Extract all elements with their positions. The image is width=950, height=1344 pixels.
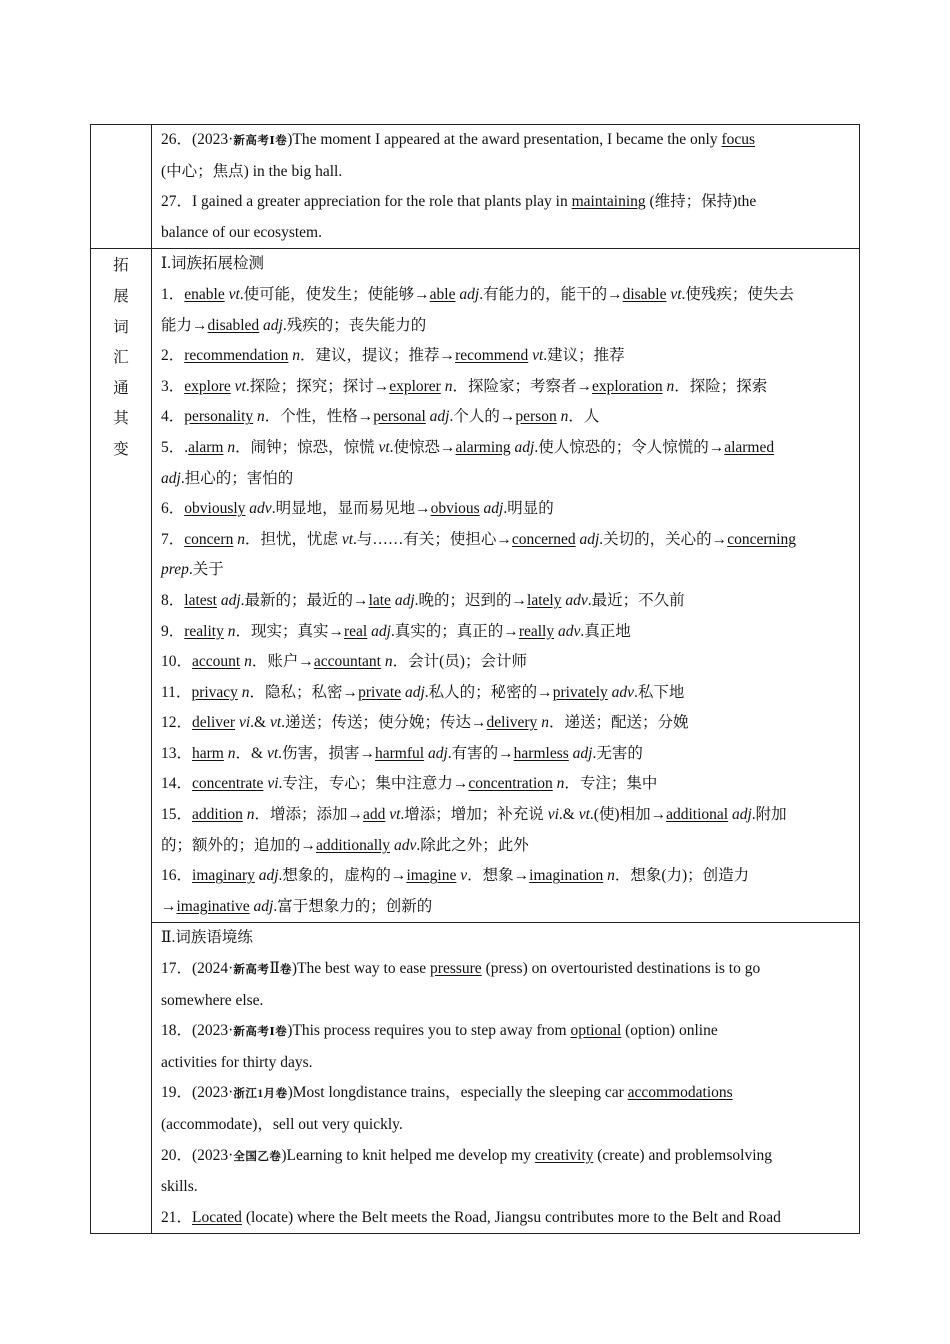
part-of-speech: n: [541, 714, 549, 732]
text-segment: 15．: [161, 806, 193, 824]
label-char: 变: [113, 440, 129, 458]
line-group: [161, 125, 851, 248]
text-segment: ．隐私；私密→: [249, 683, 359, 701]
text-segment: ．会计(员)；会计师: [392, 653, 527, 671]
answer-word: accountant: [313, 653, 381, 671]
text-segment: .&: [558, 806, 579, 824]
source-tag: 浙江1月卷: [233, 1088, 288, 1101]
text-line: [161, 892, 851, 923]
text-segment: (press) on overtouristed destinations is to go: [481, 960, 761, 978]
answer-word: alarm: [188, 438, 224, 456]
text-segment: 7．: [161, 530, 185, 548]
text-segment: 4．: [161, 408, 185, 426]
source-tag: 全国乙卷: [233, 1150, 282, 1163]
text-line: [161, 1078, 851, 1110]
answer-word: person: [515, 408, 557, 426]
text-segment: .想象的，虚构的→: [278, 867, 407, 885]
text-segment: .与……有关；使担心→: [353, 530, 512, 548]
text-segment: .最近；不久前: [587, 591, 685, 609]
part-of-speech: n: [444, 377, 453, 395]
part-of-speech: adj: [263, 316, 283, 334]
text-segment: .增添；增加；补充说: [400, 806, 548, 824]
text-segment: ．探险家；考察者→: [452, 377, 592, 395]
label-char: 其: [113, 410, 129, 428]
text-segment: 13．: [161, 744, 193, 762]
text-segment: ．闹钟；惊恐，惊慌: [235, 438, 379, 456]
text-segment: .残疾的；丧失能力的: [282, 316, 427, 334]
answer-word: disable: [622, 285, 667, 303]
text-segment: ．专注；集中: [564, 775, 658, 793]
answer-word: obviously: [184, 500, 246, 518]
row-label-vocab-expansion: [91, 249, 152, 1234]
row-label-empty: [91, 125, 152, 249]
answer-word: imaginative: [176, 897, 250, 915]
text-segment: 的；额外的；追加的→: [161, 836, 317, 854]
part-of-speech: vt: [228, 285, 240, 303]
text-segment: )Most longdistance trains，especially the sleeping car: [287, 1084, 628, 1102]
answer-word: maintaining: [571, 193, 646, 211]
part-of-speech: n: [292, 347, 301, 365]
part-of-speech: vi: [547, 806, 559, 824]
answer-word: account: [192, 653, 241, 671]
answer-word: alarmed: [724, 438, 775, 456]
part-of-speech: n: [246, 806, 255, 824]
answer-word: additionally: [316, 836, 391, 854]
text-segment: ．现实；真实→: [235, 622, 344, 640]
source-tag: 新高考Ⅰ卷: [233, 135, 288, 147]
text-line: [161, 433, 851, 464]
text-segment: somewhere else.: [161, 991, 264, 1009]
text-segment: ．个性，性格→: [264, 408, 374, 426]
text-segment: ．&: [235, 744, 267, 762]
answer-word: harmful: [375, 744, 425, 762]
answer-word: concern: [184, 530, 234, 548]
text-segment: .关于: [188, 561, 224, 579]
text-line: [161, 1141, 851, 1173]
text-segment: .专注，专心；集中注意力→: [278, 775, 469, 793]
answer-word: alarming: [455, 438, 511, 456]
text-segment: 16．: [161, 867, 193, 885]
answer-word: concentrate: [192, 775, 264, 793]
text-segment: )The moment I appeared at the award presentation, I became the only: [287, 131, 722, 148]
text-segment: ．担忧，忧虑: [244, 530, 342, 548]
answer-word: focus: [721, 131, 756, 148]
source-tag: 新高考Ⅰ卷: [233, 1026, 288, 1039]
answer-word: lately: [527, 591, 562, 609]
part-of-speech: n: [257, 408, 265, 426]
section-word-family-check: [152, 249, 860, 923]
part-of-speech: adj: [459, 285, 480, 303]
text-line: [161, 708, 851, 739]
text-line: [161, 1048, 851, 1079]
answer-word: harmless: [513, 744, 569, 762]
line-group: [161, 249, 851, 922]
text-segment: .探险；探究；探讨→: [245, 377, 390, 395]
source-tag: 卷: [279, 964, 292, 977]
answer-word: disabled: [207, 316, 260, 334]
section-word-family-context: [152, 923, 860, 1234]
text-segment: ．建议，提议；推荐→: [300, 347, 456, 365]
text-segment: .伤害，损害→: [278, 744, 376, 762]
part-of-speech: v: [460, 867, 468, 885]
answer-word: concentration: [468, 775, 553, 793]
text-segment: )This process requires you to step away from: [287, 1022, 571, 1040]
text-line: [161, 678, 851, 709]
text-line: [161, 769, 851, 800]
part-of-speech: n: [241, 683, 250, 701]
part-of-speech: adj: [220, 591, 241, 609]
part-of-speech: vt: [389, 806, 401, 824]
text-segment: .富于想象力的；创新的: [273, 897, 433, 915]
answer-word: imagination: [529, 867, 604, 885]
text-segment: .无害的: [592, 744, 643, 762]
text-segment: ．人: [568, 408, 600, 426]
part-of-speech: adv: [393, 836, 417, 854]
text-segment: 6．: [161, 500, 185, 518]
answer-word: additional: [666, 806, 729, 824]
answer-word: able: [429, 285, 456, 303]
source-tag: 新高考: [233, 964, 270, 977]
text-segment: .使残疾；使失去: [681, 285, 794, 303]
text-segment: .使可能，使发生；使能够→: [239, 285, 430, 303]
part-of-speech: adj: [253, 897, 274, 915]
text-segment: 8．: [161, 591, 185, 609]
answer-word: explore: [184, 377, 231, 395]
text-segment: .关切的，关心的→: [599, 530, 728, 548]
label-char: 汇: [113, 349, 129, 367]
table-row: [91, 249, 860, 923]
text-line: [161, 831, 851, 862]
text-line: [161, 311, 851, 342]
text-segment: 2．: [161, 347, 185, 365]
text-line: [161, 923, 851, 954]
text-segment: .有害的→: [447, 744, 514, 762]
text-segment: (locate) where the Belt meets the Road, Jiangsu contributes more to the Belt and Road: [241, 1208, 781, 1226]
text-line: [161, 280, 851, 311]
text-line: [161, 1172, 851, 1203]
part-of-speech: vt: [532, 347, 544, 365]
text-line: [161, 157, 851, 188]
part-of-speech: adv: [249, 500, 272, 518]
text-segment: (维持；保持)the: [645, 193, 757, 211]
answer-word: privacy: [191, 683, 238, 701]
part-of-speech: vt: [234, 377, 246, 395]
part-of-speech: adj: [514, 438, 535, 456]
text-line: [161, 954, 851, 986]
text-line: [161, 739, 851, 770]
text-segment: .建议；推荐: [543, 347, 625, 365]
answer-word: personal: [373, 408, 426, 426]
text-segment: (option) online: [621, 1022, 718, 1040]
part-of-speech: vi: [238, 714, 251, 732]
vertical-label: [91, 249, 151, 465]
text-segment: 12．: [161, 714, 193, 732]
text-line: [161, 861, 851, 892]
part-of-speech: vt: [378, 438, 390, 456]
part-of-speech: n: [227, 744, 236, 762]
answer-word: reality: [184, 622, 224, 640]
text-line: [161, 1016, 851, 1048]
part-of-speech: vt: [266, 744, 279, 762]
text-segment: →: [161, 897, 177, 915]
part-of-speech: n: [227, 622, 236, 640]
text-segment: ．探险；探索: [674, 377, 768, 395]
answer-word: recommend: [455, 347, 529, 365]
part-of-speech: vi: [267, 775, 279, 793]
text-segment: 19．(2023·: [161, 1084, 234, 1102]
text-segment: 14．: [161, 775, 193, 793]
text-segment: ．账户→: [251, 653, 314, 671]
answer-word: really: [518, 622, 555, 640]
text-segment: ．想象(力)；创造力: [614, 867, 750, 885]
answer-word: concerned: [511, 530, 576, 548]
text-line: [161, 647, 851, 678]
text-segment: 17．(2024·: [161, 960, 234, 978]
text-segment: .明显地，显而易见地→: [271, 500, 431, 518]
answer-word: personality: [184, 408, 254, 426]
answer-word: optional: [570, 1022, 622, 1040]
part-of-speech: n: [666, 377, 675, 395]
answer-word: privately: [552, 683, 608, 701]
part-of-speech: vt: [578, 806, 590, 824]
label-char: 词: [113, 318, 129, 336]
part-of-speech: adj: [427, 744, 448, 762]
answer-word: accommodations: [627, 1084, 733, 1102]
answer-word: deliver: [192, 714, 236, 732]
text-segment: ．递送；配送；分娩: [548, 714, 689, 732]
text-segment: Ⅱ: [269, 960, 280, 978]
text-segment: ．想象→: [467, 867, 530, 885]
text-segment: .有能力的，能干的→: [479, 285, 623, 303]
text-line: [161, 555, 851, 586]
text-segment: .晚的；迟到的→: [414, 591, 528, 609]
text-segment: 5．.: [161, 438, 189, 456]
part-of-speech: adj: [161, 469, 181, 487]
exercise-table: [90, 124, 860, 1234]
text-line: [161, 1110, 851, 1141]
text-line: [161, 800, 851, 831]
text-segment: 11．: [161, 683, 192, 701]
part-of-speech: vt: [670, 285, 682, 303]
part-of-speech: n: [560, 408, 569, 426]
part-of-speech: adv: [565, 591, 588, 609]
text-segment: activities for thirty days.: [161, 1053, 313, 1071]
text-segment: .递送；传送；使分娩；传达→: [281, 714, 487, 732]
text-segment: Ⅱ.词族语境练: [161, 929, 253, 947]
text-segment: 21．: [161, 1208, 193, 1226]
text-segment: .&: [250, 714, 270, 732]
text-segment: .真正地: [580, 622, 631, 640]
text-segment: 9．: [161, 622, 185, 640]
part-of-speech: n: [227, 438, 236, 456]
table-row: [91, 125, 860, 249]
answer-word: add: [362, 806, 386, 824]
text-segment: balance of our ecosystem.: [161, 223, 322, 241]
text-line: [161, 218, 851, 249]
text-line: [161, 125, 851, 157]
answer-word: Located: [192, 1208, 242, 1226]
label-char: 展: [113, 287, 129, 305]
text-segment: 1．: [161, 285, 185, 303]
text-segment: .使人惊恐的；令人惊慌的→: [534, 438, 725, 456]
text-segment: (accommodate)，sell out very quickly.: [161, 1116, 403, 1133]
text-segment: 3．: [161, 377, 185, 395]
part-of-speech: n: [244, 653, 252, 671]
line-group: [161, 923, 851, 1233]
part-of-speech: adv: [557, 622, 581, 640]
answer-word: concerning: [727, 530, 797, 548]
text-segment: .附加: [751, 806, 787, 824]
answer-word: late: [368, 591, 391, 609]
text-segment: .除此之外；此外: [416, 836, 529, 854]
text-line: [161, 494, 851, 525]
part-of-speech: adj: [394, 591, 415, 609]
text-segment: 26．(2023·: [161, 131, 234, 148]
part-of-speech: adj: [731, 806, 752, 824]
text-segment: 能力→: [161, 316, 208, 334]
part-of-speech: n: [556, 775, 565, 793]
answer-word: latest: [184, 591, 217, 609]
text-segment: (create) and problemsolving: [593, 1146, 773, 1164]
label-char: 拓: [113, 257, 129, 275]
text-segment: .(使)相加→: [589, 806, 667, 824]
text-segment: 20．(2023·: [161, 1146, 234, 1164]
text-line: [161, 1203, 851, 1234]
part-of-speech: n: [237, 530, 245, 548]
part-of-speech: n: [384, 653, 393, 671]
part-of-speech: adj: [483, 500, 504, 518]
text-segment: .真实的；真正的→: [390, 622, 519, 640]
answer-word: recommendation: [184, 347, 289, 365]
part-of-speech: adj: [258, 867, 279, 885]
text-segment: .私下地: [634, 683, 685, 701]
part-of-speech: vt: [269, 714, 282, 732]
text-segment: skills.: [161, 1178, 198, 1196]
answer-word: harm: [192, 744, 224, 762]
part-of-speech: adv: [611, 683, 635, 701]
text-segment: .个人的→: [449, 408, 516, 426]
text-line: [161, 341, 851, 372]
answer-word: imaginary: [192, 867, 255, 885]
text-line: [161, 402, 851, 433]
part-of-speech: adj: [429, 408, 450, 426]
text-line: [161, 372, 851, 403]
part-of-speech: adj: [371, 622, 391, 640]
text-segment: )Learning to knit helped me develop my: [281, 1146, 535, 1164]
answer-word: real: [344, 622, 368, 640]
text-line: [161, 617, 851, 648]
part-of-speech: prep: [161, 561, 189, 579]
answer-word: enable: [184, 285, 225, 303]
answer-word: explorer: [389, 377, 441, 395]
part-of-speech: adj: [579, 530, 600, 548]
text-segment: .私人的；秘密的→: [424, 683, 553, 701]
text-segment: (中心；焦点) in the big hall.: [161, 162, 343, 180]
answer-word: pressure: [430, 960, 482, 978]
text-segment: .最新的；最近的→: [240, 591, 369, 609]
text-line: [161, 525, 851, 556]
text-line: [161, 249, 851, 280]
section-vocab-examples: [152, 125, 860, 249]
text-segment: .使惊恐→: [389, 438, 456, 456]
text-line: [161, 187, 851, 218]
answer-word: exploration: [591, 377, 663, 395]
answer-word: imagine: [406, 867, 457, 885]
table-row: [91, 923, 860, 1234]
answer-word: creativity: [534, 1146, 594, 1164]
part-of-speech: adj: [404, 683, 425, 701]
answer-word: delivery: [486, 714, 538, 732]
part-of-speech: vt: [341, 530, 354, 548]
text-segment: Ⅰ.词族拓展检测: [161, 255, 264, 273]
text-segment: )The best way to ease: [291, 960, 431, 978]
label-char: 通: [113, 379, 129, 397]
text-segment: 10．: [161, 653, 193, 671]
text-segment: .担心的；害怕的: [180, 469, 294, 487]
text-line: [161, 986, 851, 1017]
answer-word: private: [358, 683, 402, 701]
text-line: [161, 464, 851, 495]
text-segment: 27．I gained a greater appreciation for the role that plants play in: [161, 193, 572, 211]
text-segment: ．增添；添加→: [254, 806, 363, 824]
part-of-speech: adj: [572, 744, 593, 762]
answer-word: obvious: [430, 500, 480, 518]
text-line: [161, 586, 851, 617]
text-segment: .明显的: [503, 500, 554, 518]
part-of-speech: n: [607, 867, 615, 885]
text-segment: 18．(2023·: [161, 1022, 234, 1040]
answer-word: addition: [192, 806, 243, 824]
